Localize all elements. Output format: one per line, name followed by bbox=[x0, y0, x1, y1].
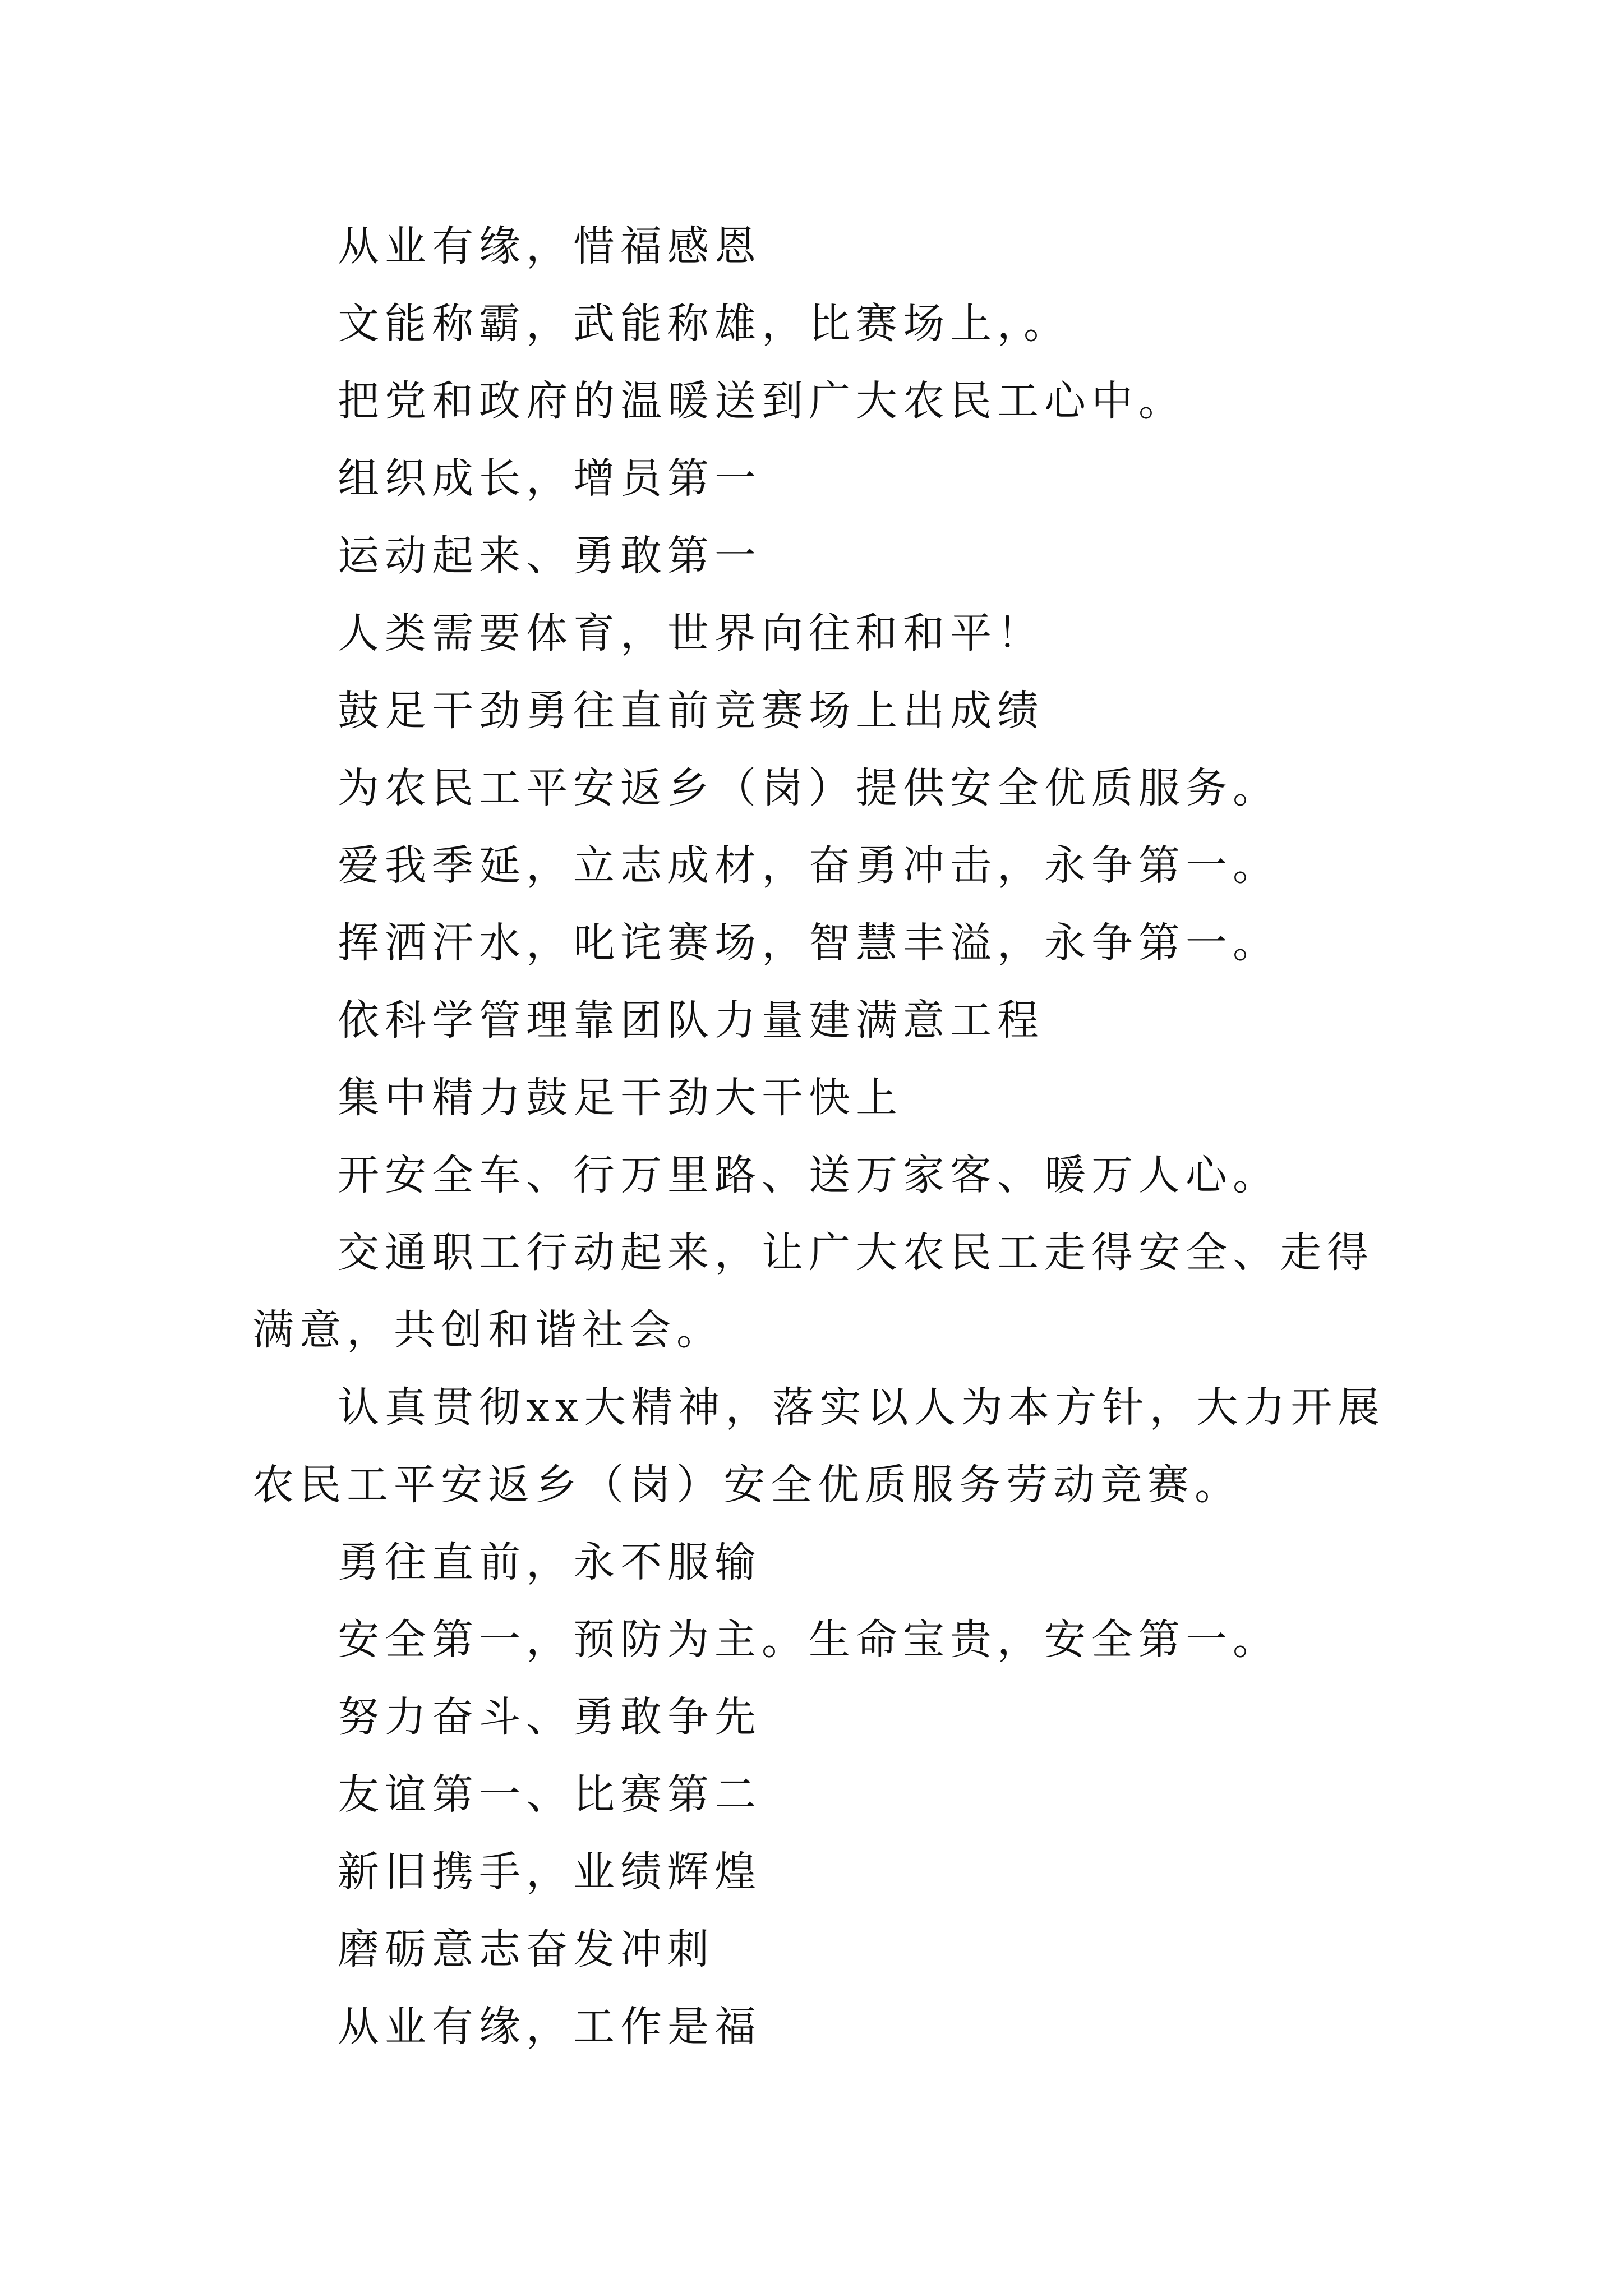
paragraph: 爱我季延，立志成材，奋勇冲击，永争第一。 bbox=[338, 841, 1280, 890]
paragraph: 人类需要体育，世界向往和和平！ bbox=[338, 609, 1044, 657]
paragraph: 安全第一，预防为主。生命宝贵，安全第一。 bbox=[338, 1616, 1280, 1664]
paragraph: 依科学管理靠团队力量建满意工程 bbox=[338, 996, 1044, 1045]
paragraph: 勇往直前，永不服输 bbox=[338, 1538, 762, 1586]
paragraph: 挥洒汗水，叱诧赛场，智慧丰溢，永争第一。 bbox=[338, 919, 1280, 967]
paragraph: 磨砺意志奋发冲刺 bbox=[338, 1925, 714, 1973]
document-body bbox=[252, 208, 1385, 2065]
paragraph: 为农民工平安返乡（岗）提供安全优质服务。 bbox=[338, 764, 1280, 812]
paragraph: 从业有缘，工作是福 bbox=[338, 2003, 762, 2051]
paragraph: 集中精力鼓足干劲大干快上 bbox=[338, 1074, 903, 1122]
paragraph: 运动起来、勇敢第一 bbox=[338, 532, 762, 580]
paragraph: 从业有缘，惜福感恩 bbox=[338, 222, 762, 270]
paragraph: 新旧携手，业绩辉煌 bbox=[338, 1848, 762, 1896]
paragraph: 组织成长，增员第一 bbox=[338, 454, 762, 503]
paragraph: 文能称霸，武能称雄，比赛场上，。 bbox=[338, 300, 1071, 348]
paragraph: 开安全车、行万里路、送万家客、暖万人心。 bbox=[338, 1151, 1280, 1199]
paragraph: 鼓足干劲勇往直前竞赛场上出成绩 bbox=[338, 687, 1044, 735]
paragraph: 把党和政府的温暖送到广大农民工心中。 bbox=[338, 377, 1186, 425]
paragraph: 交通职工行动起来，让广大农民工走得安全、走得满意，共创和谐社会。 bbox=[252, 1228, 1374, 1354]
paragraph: 认真贯彻xx大精神，落实以人为本方针，大力开展农民工平安返乡（岗）安全优质服务劳动竞赛。 bbox=[252, 1383, 1385, 1509]
paragraph: 努力奋斗、勇敢争先 bbox=[338, 1693, 762, 1741]
paragraph: 友谊第一、比赛第二 bbox=[338, 1770, 762, 1819]
